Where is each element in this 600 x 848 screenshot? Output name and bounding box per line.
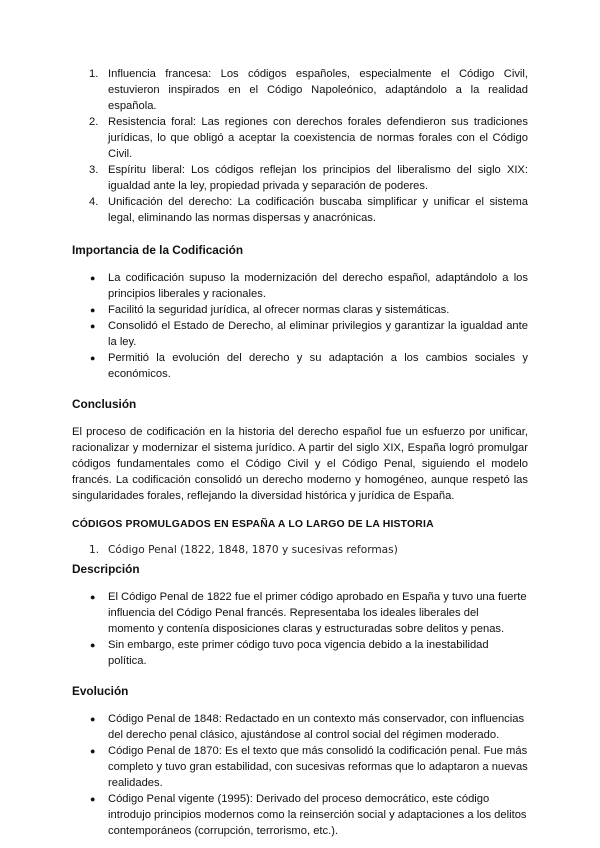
numbered-list-codes — [72, 542, 528, 558]
section-title: CÓDIGOS PROMULGADOS EN ESPAÑA A LO LARGO DE LA HISTORIA — [72, 519, 434, 530]
list-item: 4. Unificación del derecho: La codificación buscaba simplificar y unificar el sistema legal, eliminando las normas dispersas y anacrónicas. — [89, 196, 528, 224]
bullet-icon: ● — [90, 592, 96, 602]
list-item: 3. Espíritu liberal: Los códigos reflejan los principios del liberalismo del siglo XIX: igualdad ante la ley, propiedad privada y separación de poderes. — [89, 164, 528, 192]
list-item: ● Permitió la evolución del derecho y su adaptación a los cambios sociales y económicos. — [90, 352, 528, 380]
list-item: 2. Resistencia foral: Las regiones con derechos forales defendieron sus tradiciones jurídicas, lo que obligó a aceptar la coexistencia de normas forales con el Código Civil. — [89, 116, 528, 160]
heading-descripcion: Descripción — [72, 562, 140, 576]
bullet-icon: ● — [90, 794, 96, 804]
bullet-icon: ● — [90, 746, 96, 756]
list-item: ● Sin embargo, este primer código tuvo poca vigencia debido a la inestabilidad política. — [90, 639, 489, 667]
list-item: ● El Código Penal de 1822 fue el primer código aprobado en España y tuvo una fuerte influencia del Código Penal francés. Representaba los ideales liberales del momento y contenía disposiciones claras y estructuradas sobre delitos y penas. — [90, 591, 527, 635]
bullet-icon: ● — [90, 273, 96, 283]
bullet-list-importancia — [72, 270, 528, 382]
list-item: ● Consolidó el Estado de Derecho, al eliminar privilegios y garantizar la igualdad ante la ley. — [90, 320, 528, 348]
bullet-icon: ● — [90, 353, 96, 363]
list-item: ● La codificación supuso la modernización del derecho español, adaptándolo a los principios liberales y racionales. — [90, 272, 528, 300]
heading-conclusion: Conclusión — [72, 397, 137, 411]
heading-importancia: Importancia de la Codificación — [72, 243, 244, 257]
heading-evolucion: Evolución — [72, 684, 129, 698]
bullet-icon: ● — [90, 714, 96, 724]
bullet-icon: ● — [90, 640, 96, 650]
list-item: 1. Influencia francesa: Los códigos españoles, especialmente el Código Civil, estuvieron inspirados en el Código Napoleónico, adaptándolo a la realidad española. — [89, 68, 528, 112]
document-page — [72, 66, 528, 839]
numbered-list-influences — [72, 66, 528, 226]
bullet-list-descripcion — [72, 589, 528, 669]
list-item: ● Código Penal de 1870: Es el texto que más consolidó la codificación penal. Fue más completo y tuvo gran estabilidad, con sucesivas reformas que lo adaptaron a nuevas realidades. — [90, 745, 528, 789]
conclusion-paragraph: El proceso de codificación en la historia del derecho español fue un esfuerzo por unificar, racionalizar y modernizar el sistema jurídico. A partir del siglo XIX, España logró promulgar códigos fundamentales como el Código Civil y el Código Penal, siguiendo el modelo francés. La codificación consolidó un derecho moderno y homogéneo, aunque respetó las singularidades forales, reflejando la diversidad histórica y jurídica de España. — [72, 426, 528, 502]
bullet-list-evolucion — [72, 711, 528, 839]
bullet-icon: ● — [90, 305, 96, 315]
list-item: ● Código Penal de 1848: Redactado en un contexto más conservador, con influencias del derecho penal clásico, ajustándose al control social del régimen moderado. — [90, 713, 525, 741]
list-item: 1. Código Penal (1822, 1848, 1870 y sucesivas reformas) — [89, 544, 398, 556]
list-item: ● Código Penal vigente (1995): Derivado del proceso democrático, este código introdujo principios modernos como la reinserción social y adaptaciones a los delitos contemporáneos (corrupción, terrorismo, etc.). — [90, 793, 527, 837]
list-item: ● Facilitó la seguridad jurídica, al ofrecer normas claras y sistemáticas. — [90, 304, 450, 316]
bullet-icon: ● — [90, 321, 96, 331]
